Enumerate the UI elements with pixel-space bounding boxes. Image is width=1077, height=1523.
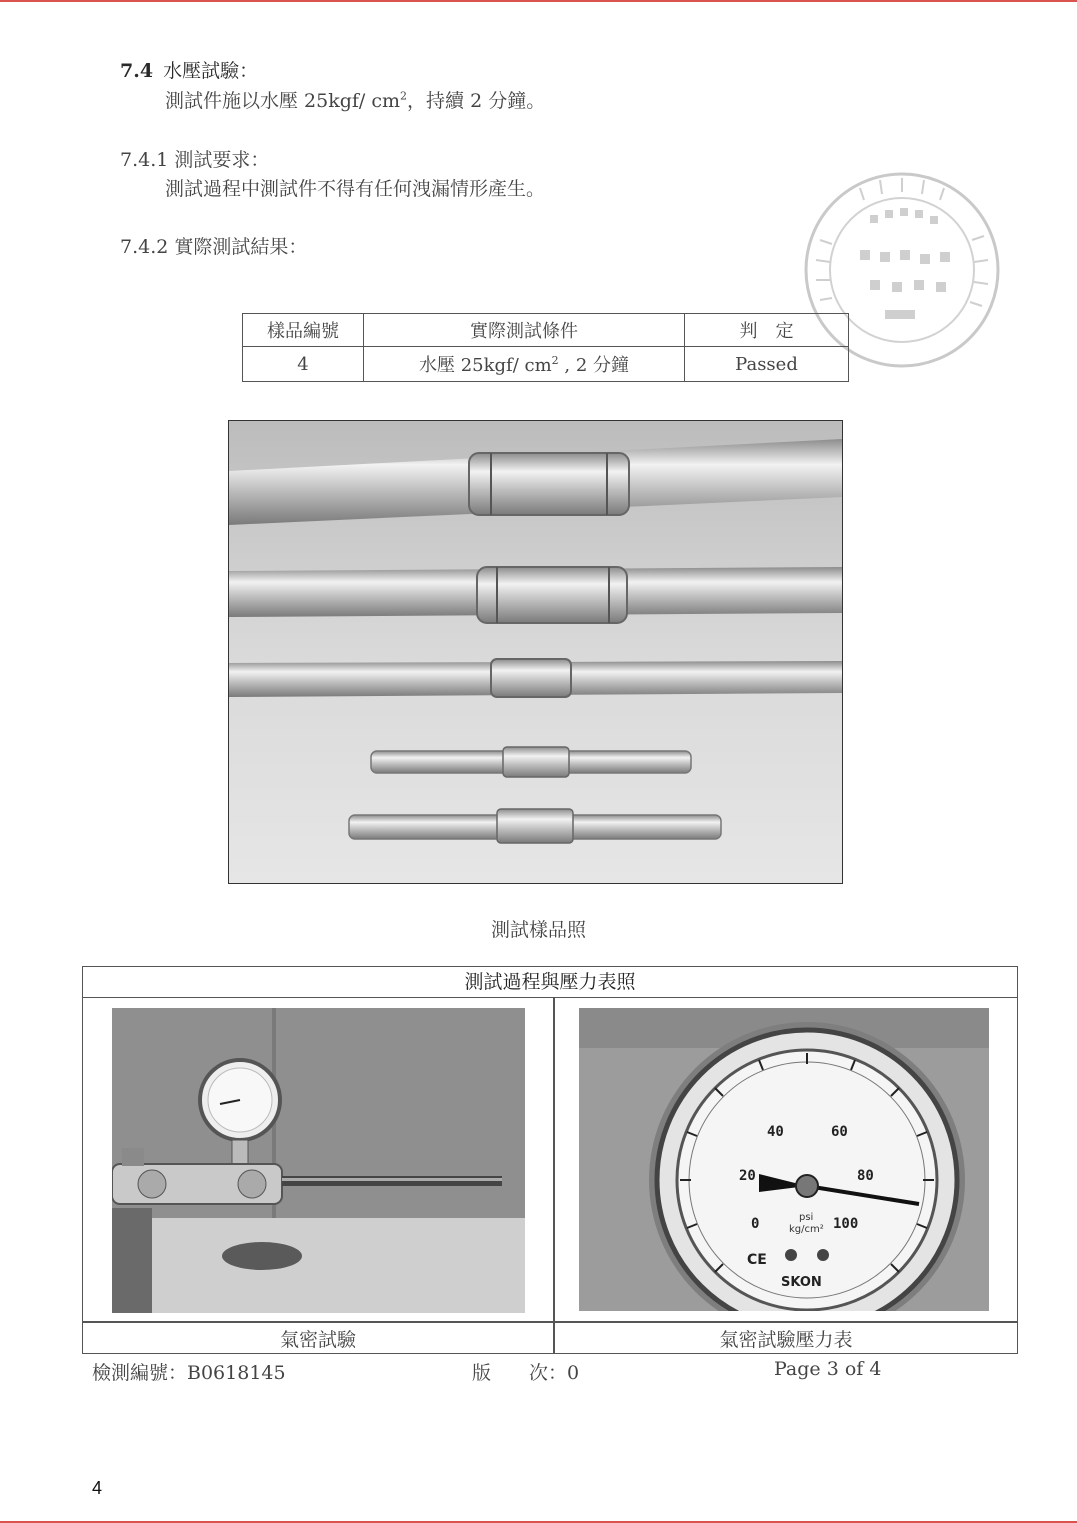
pressure-gauge-illustration	[579, 1008, 989, 1311]
table-header-row	[243, 314, 849, 347]
gauge-scale-label: 40	[767, 1124, 784, 1140]
test-sample-photo	[228, 420, 843, 884]
description-text-end: ，持續 2 分鐘。	[407, 90, 546, 112]
gauge-unit-psi: psi	[799, 1212, 814, 1223]
test-setup-illustration	[112, 1008, 525, 1313]
report-number: 檢測編號：B0618145	[92, 1362, 286, 1384]
test-condition-cell	[364, 347, 685, 382]
section-title: 水壓試驗：	[163, 60, 259, 82]
table-row	[243, 347, 849, 382]
requirement-text: 測試過程中測試件不得有任何洩漏情形產生。	[165, 178, 546, 200]
pipe-samples-illustration	[229, 421, 842, 883]
condition-text: 水壓 25kgf/ cm	[419, 355, 552, 376]
table-header-cell: 實際測試條件	[364, 314, 685, 347]
result-heading: 7.4.2 實際測試結果：	[120, 236, 308, 258]
condition-text-end: , 2 分鐘	[558, 355, 629, 376]
left-photo-caption: 氣密試驗	[279, 1329, 356, 1351]
version-number: 版 次：0	[472, 1362, 580, 1384]
gauge-scale-label: 100	[833, 1216, 859, 1232]
column-divider	[553, 997, 555, 1353]
description-text: 測試件施以水壓 25kgf/ cm	[165, 90, 401, 112]
sample-photo-caption: 測試樣品照	[490, 919, 586, 941]
gauge-scale-label: 60	[831, 1124, 848, 1140]
airtight-test-photo	[112, 1008, 525, 1313]
process-box-title: 測試過程與壓力表照	[83, 967, 1017, 998]
section-heading	[120, 56, 258, 83]
sample-number-cell: 4	[243, 347, 364, 382]
gauge-scale-label: 80	[857, 1168, 874, 1184]
top-border-line	[0, 0, 1077, 2]
ce-mark: CE	[747, 1252, 767, 1268]
superscript: 2	[400, 89, 408, 103]
test-result-table	[242, 313, 849, 382]
gauge-unit-kg: kg/cm²	[789, 1224, 824, 1235]
table-header-cell: 判 定	[685, 314, 849, 347]
right-photo-caption: 氣密試驗壓力表	[719, 1329, 853, 1351]
table-header-cell: 樣品編號	[243, 314, 364, 347]
requirement-heading: 7.4.1 測試要求：	[120, 149, 270, 171]
verdict-cell: Passed	[685, 347, 849, 382]
pressure-gauge-photo	[579, 1008, 989, 1311]
gauge-scale-label: 0	[751, 1216, 760, 1232]
gauge-brand: SKON	[781, 1275, 822, 1290]
section-number: 7.4	[120, 60, 154, 82]
page-indicator: Page 3 of 4	[774, 1358, 882, 1380]
page-number: 4	[92, 1478, 103, 1498]
gauge-scale-label: 20	[739, 1168, 756, 1184]
caption-divider	[83, 1321, 1017, 1323]
section-description	[165, 86, 545, 113]
superscript: 2	[551, 354, 559, 367]
